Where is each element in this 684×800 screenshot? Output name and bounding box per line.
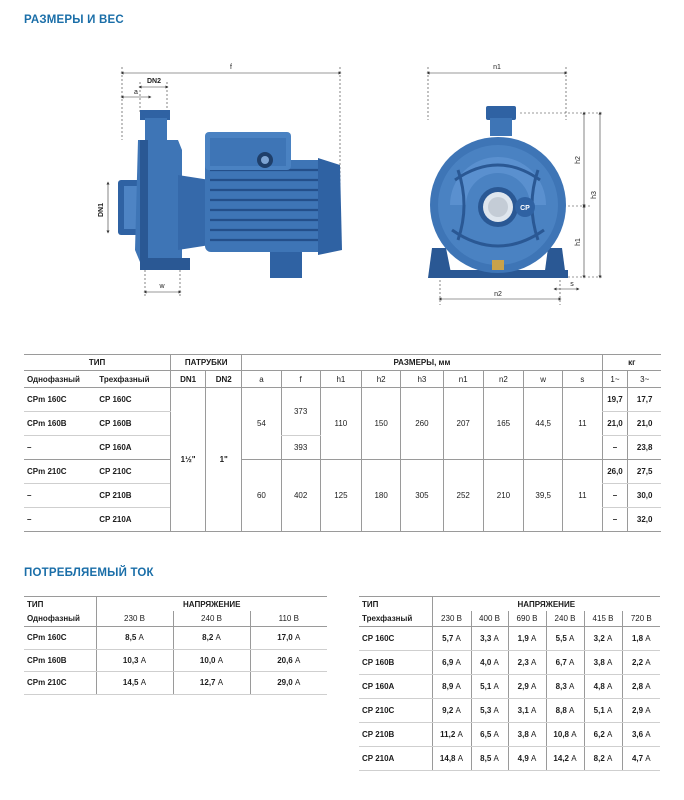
col-voltage: 720 В [622, 611, 660, 627]
cell-h1-g1: 110 [320, 388, 361, 460]
cell-current: 11,2 [440, 730, 456, 739]
cell-h3-g1: 260 [401, 388, 443, 460]
cell-weight-1ph: – [602, 436, 628, 460]
cell-a-g2: 60 [242, 460, 281, 532]
cell-unit: А [217, 678, 224, 688]
header-phase: Трехфазный [359, 611, 432, 627]
front-view-pump [428, 106, 568, 278]
cell-unit: А [645, 730, 651, 739]
pump-drawings [0, 40, 684, 330]
cell-single-phase: – [24, 508, 96, 532]
table-row [24, 649, 327, 672]
cell-single-phase: CPm 160C [24, 388, 96, 412]
col-dn1: DN1 [171, 371, 206, 388]
cell-current: 14,8 [439, 754, 456, 763]
col-voltage: 400 В [471, 611, 508, 627]
cell-s-g1: 11 [563, 388, 602, 460]
cell-current: 3,6 [631, 730, 644, 739]
cell-unit: А [457, 730, 463, 739]
cell-current-wrap [584, 747, 622, 771]
cell-weight-3ph: 30,0 [628, 484, 661, 508]
col-voltage: 110 В [250, 611, 327, 627]
dim-label-f: f [230, 64, 232, 71]
header-phase: Однофазный [24, 611, 96, 627]
cell-weight-1ph: – [602, 508, 628, 532]
cell-single-phase: – [24, 484, 96, 508]
cell-three-phase: CP 210A [96, 508, 170, 532]
cell-current: 5,5 [555, 634, 567, 643]
cell-current: 2,3 [517, 658, 529, 667]
cell-current: 4,9 [517, 754, 529, 763]
cell-model: CP 160B [359, 651, 432, 675]
cell-unit: А [531, 682, 537, 691]
cell-unit: А [457, 754, 464, 763]
cell-unit: А [531, 658, 537, 667]
col-voltage: 690 В [508, 611, 546, 627]
cell-current: 4,7 [631, 754, 644, 763]
cell-f-g1-bottom: 393 [281, 436, 320, 460]
cell-weight-1ph: 21,0 [602, 412, 628, 436]
cell-n1-g2: 252 [443, 460, 483, 532]
cell-current-wrap [471, 675, 508, 699]
header-voltage: НАПРЯЖЕНИЕ [96, 597, 327, 612]
cell-current-wrap [432, 723, 471, 747]
dim-label-h1: h1 [575, 238, 582, 246]
cell-current-wrap [471, 747, 508, 771]
cell-unit: А [455, 658, 461, 667]
current-title: ПОТРЕБЛЯЕМЫЙ ТОК [24, 567, 154, 579]
cell-current: 5,7 [442, 634, 454, 643]
cell-current: 6,5 [480, 730, 492, 739]
cell-current: 3,8 [517, 730, 529, 739]
dim-label-n1: n1 [493, 64, 501, 71]
cell-unit: А [493, 634, 499, 643]
cell-current-wrap [622, 723, 660, 747]
col-three-phase: Трехфазный [96, 371, 170, 388]
cell-f-g2: 402 [281, 460, 320, 532]
cell-current: 3,8 [593, 658, 605, 667]
cell-current-wrap [432, 699, 471, 723]
cell-unit: А [531, 754, 537, 763]
cell-unit: А [493, 706, 499, 715]
current-table-single-phase [24, 596, 327, 695]
cell-model: CP 160C [359, 627, 432, 651]
col-voltage: 240 В [546, 611, 584, 627]
cell-f-g1-top: 373 [281, 388, 320, 436]
cell-n2-g2: 210 [483, 460, 523, 532]
cell-unit: А [569, 658, 575, 667]
dim-label-h2: h2 [575, 156, 582, 164]
cell-current-wrap [508, 747, 546, 771]
header-sizes: РАЗМЕРЫ, мм [242, 355, 602, 371]
cell-unit: А [215, 633, 221, 643]
cell-current-wrap [546, 651, 584, 675]
cell-unit: А [607, 754, 613, 763]
cell-current-wrap [432, 651, 471, 675]
cell-current: 2,9 [631, 706, 644, 715]
cell-unit: А [138, 633, 144, 643]
cell-model: CPm 160C [24, 627, 96, 650]
cell-unit: А [607, 706, 613, 715]
table-row [359, 627, 660, 651]
cell-current: 1,8 [631, 634, 644, 643]
cell-unit: А [607, 658, 613, 667]
cell-model: CP 160A [359, 675, 432, 699]
cell-s-g2: 11 [563, 460, 602, 532]
cell-model: CP 210B [359, 723, 432, 747]
col-voltage: 415 В [584, 611, 622, 627]
cell-current: 5,3 [480, 706, 492, 715]
cell-w-g2: 39,5 [524, 460, 563, 532]
cell-current: 14,2 [553, 754, 569, 763]
cell-current: 3,1 [517, 706, 529, 715]
cell-current: 20,6 [277, 655, 293, 665]
cell-current: 5,1 [480, 682, 492, 691]
table-row [359, 747, 660, 771]
cell-unit: А [455, 634, 461, 643]
table-row [359, 675, 660, 699]
col-s: s [563, 371, 602, 388]
cell-unit: А [531, 634, 537, 643]
cell-current: 14,5 [122, 678, 139, 688]
header-voltage: НАПРЯЖЕНИЕ [432, 597, 660, 612]
cell-weight-3ph: 27,5 [628, 460, 661, 484]
cell-three-phase: CP 160C [96, 388, 170, 412]
header-type: ТИП [24, 597, 96, 612]
cell-unit: А [493, 730, 499, 739]
table-row [359, 699, 660, 723]
cell-current-wrap [622, 747, 660, 771]
cell-current-wrap [508, 723, 546, 747]
cell-current: 6,2 [593, 730, 605, 739]
cell-unit: А [295, 678, 301, 688]
cell-current: 8,2 [202, 633, 214, 643]
cell-model: CPm 160B [24, 649, 96, 672]
cell-unit: А [531, 730, 537, 739]
cell-three-phase: CP 210C [96, 460, 170, 484]
cell-current: 17,0 [277, 633, 293, 643]
cell-current: 2,9 [517, 682, 529, 691]
cell-current-wrap [584, 651, 622, 675]
cell-current-wrap [584, 723, 622, 747]
col-n2: n2 [483, 371, 523, 388]
cell-current: 6,9 [442, 658, 454, 667]
cell-current: 3,3 [480, 634, 492, 643]
header-type: ТИП [24, 355, 171, 371]
cell-unit: А [295, 655, 301, 665]
cell-current-wrap [546, 747, 584, 771]
cell-n1-g1: 207 [443, 388, 483, 460]
cell-current: 8,3 [555, 682, 567, 691]
col-a: a [242, 371, 281, 388]
cell-current-wrap [622, 627, 660, 651]
header-weight: кг [602, 355, 661, 371]
cell-current: 9,2 [442, 706, 454, 715]
cell-single-phase: CPm 160B [24, 412, 96, 436]
cell-three-phase: CP 160B [96, 412, 170, 436]
cell-current: 12,7 [199, 678, 216, 688]
cell-unit: А [493, 682, 499, 691]
cell-current: 2,8 [631, 682, 644, 691]
cell-current-wrap [622, 699, 660, 723]
table-row [24, 388, 661, 412]
cell-unit: А [645, 634, 651, 643]
cell-current: 8,5 [125, 633, 137, 643]
cell-current: 10,0 [199, 655, 216, 665]
dim-label-n2: n2 [494, 291, 502, 298]
cell-current-wrap [622, 651, 660, 675]
cell-current: 6,7 [555, 658, 567, 667]
header-type: ТИП [359, 597, 432, 612]
cell-unit: А [455, 706, 461, 715]
cell-weight-3ph: 32,0 [628, 508, 661, 532]
cell-current: 8,5 [480, 754, 492, 763]
cell-current: 4,0 [480, 658, 492, 667]
col-voltage: 230 В [432, 611, 471, 627]
cell-current-wrap [471, 723, 508, 747]
col-voltage: 240 В [173, 611, 250, 627]
cell-unit: А [571, 754, 577, 763]
cell-weight-1ph: – [602, 484, 628, 508]
cell-unit: А [569, 682, 575, 691]
cell-single-phase: – [24, 436, 96, 460]
cell-current: 29,0 [277, 678, 293, 688]
dim-label-dn2: DN2 [146, 78, 162, 85]
cell-unit: А [607, 682, 613, 691]
cell-unit: А [645, 754, 651, 763]
dim-label-h3: h3 [591, 191, 598, 199]
cell-current: 5,1 [593, 706, 605, 715]
dim-label-a: a [134, 89, 138, 96]
cell-current-wrap [508, 627, 546, 651]
cell-current-wrap [508, 651, 546, 675]
cell-unit: А [493, 658, 499, 667]
table-row [24, 672, 327, 695]
cell-current-wrap [471, 699, 508, 723]
cell-current-wrap [508, 675, 546, 699]
cell-h3-g2: 305 [401, 460, 443, 532]
cell-unit: А [645, 682, 651, 691]
cell-current-wrap [546, 723, 584, 747]
cell-three-phase: CP 210B [96, 484, 170, 508]
col-h1: h1 [320, 371, 361, 388]
col-voltage: 230 В [96, 611, 173, 627]
cell-model: CP 210C [359, 699, 432, 723]
cell-current: 8,8 [555, 706, 567, 715]
cell-weight-1ph: 19,7 [602, 388, 628, 412]
cell-three-phase: CP 160A [96, 436, 170, 460]
current-table-three-phase [359, 596, 660, 771]
cell-unit: А [569, 634, 575, 643]
dim-label-w: w [159, 283, 165, 290]
cell-current: 8,9 [442, 682, 454, 691]
cell-unit: А [607, 634, 613, 643]
dimensions-table [24, 354, 661, 532]
cell-unit: А [455, 682, 461, 691]
header-ports: ПАТРУБКИ [171, 355, 242, 371]
col-single-phase: Однофазный [24, 371, 96, 388]
col-h3: h3 [401, 371, 443, 388]
cell-weight-1ph: 26,0 [602, 460, 628, 484]
dim-label-s: s [570, 281, 574, 288]
col-weight-1ph: 1~ [602, 371, 628, 388]
cell-unit: А [493, 754, 499, 763]
dim-label-dn1: DN1 [98, 202, 105, 218]
table-row [24, 460, 661, 484]
cell-current-wrap [584, 675, 622, 699]
cell-weight-3ph: 23,8 [628, 436, 661, 460]
cell-unit: А [217, 655, 224, 665]
cell-current: 8,2 [593, 754, 605, 763]
cell-current-wrap [432, 747, 471, 771]
cell-model: CPm 210C [24, 672, 96, 695]
cell-weight-3ph: 21,0 [628, 412, 661, 436]
table-row [24, 627, 327, 650]
cell-current-wrap [432, 675, 471, 699]
cell-current: 2,2 [631, 658, 644, 667]
cell-current-wrap [584, 699, 622, 723]
cell-current-wrap [546, 699, 584, 723]
cell-weight-3ph: 17,7 [628, 388, 661, 412]
cell-current-wrap [471, 627, 508, 651]
col-w: w [524, 371, 563, 388]
dimensions-title: РАЗМЕРЫ И ВЕС [24, 14, 124, 26]
cell-current: 10,3 [122, 655, 139, 665]
col-dn2: DN2 [206, 371, 242, 388]
cell-w-g1: 44,5 [524, 388, 563, 460]
col-h2: h2 [362, 371, 401, 388]
cell-unit: А [140, 655, 147, 665]
col-weight-3ph: 3~ [628, 371, 661, 388]
cell-dn1: 1½" [171, 388, 206, 532]
cell-n2-g1: 165 [483, 388, 523, 460]
cell-dn2: 1" [206, 388, 242, 532]
cell-current-wrap [546, 675, 584, 699]
cell-single-phase: CPm 210C [24, 460, 96, 484]
cell-current: 10,8 [553, 730, 569, 739]
cell-current: 3,2 [593, 634, 605, 643]
col-f: f [281, 371, 320, 388]
col-n1: n1 [443, 371, 483, 388]
cell-unit: А [645, 658, 651, 667]
side-view-pump [118, 110, 342, 278]
cell-current-wrap [622, 675, 660, 699]
cell-current-wrap [432, 627, 471, 651]
cell-h1-g2: 125 [320, 460, 361, 532]
cell-h2-g1: 150 [362, 388, 401, 460]
cell-current-wrap [584, 627, 622, 651]
cell-a-g1: 54 [242, 388, 281, 460]
cell-unit: А [569, 706, 575, 715]
cell-current-wrap [508, 699, 546, 723]
cell-h2-g2: 180 [362, 460, 401, 532]
cell-current: 1,9 [517, 634, 529, 643]
cell-current-wrap [471, 651, 508, 675]
table-row [359, 723, 660, 747]
cell-unit: А [531, 706, 537, 715]
cell-unit: А [140, 678, 147, 688]
cell-unit: А [571, 730, 577, 739]
cell-model: CP 210A [359, 747, 432, 771]
cell-unit: А [295, 633, 301, 643]
cell-unit: А [607, 730, 613, 739]
cell-current-wrap [546, 627, 584, 651]
table-row [359, 651, 660, 675]
logo-text: CP [520, 205, 530, 212]
cell-unit: А [645, 706, 651, 715]
cell-current: 4,8 [593, 682, 605, 691]
